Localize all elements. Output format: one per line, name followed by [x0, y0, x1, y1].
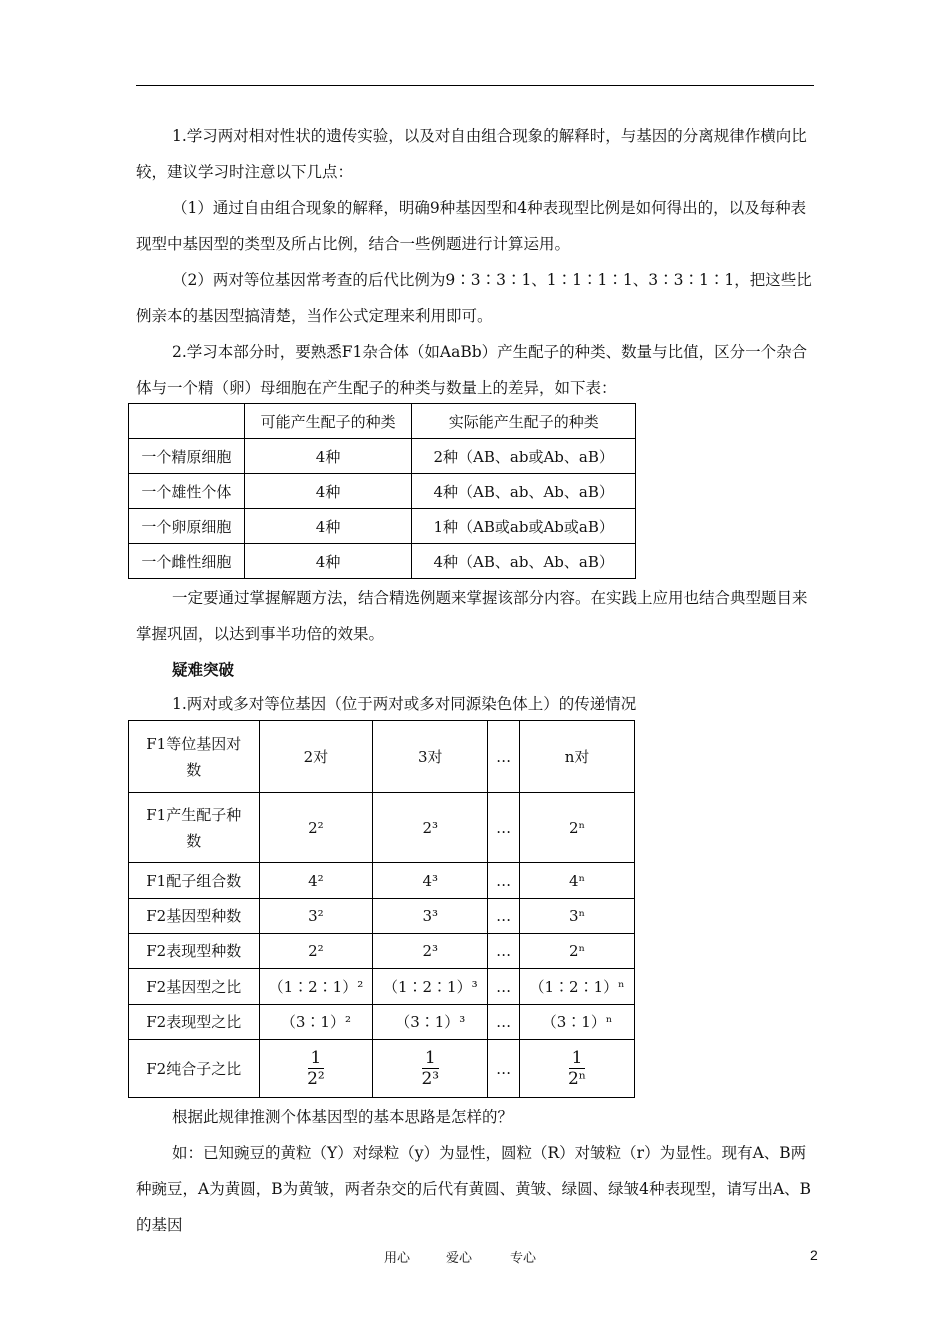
footer-word: 专心 — [510, 1251, 537, 1266]
table-row-label: F1配子组合数 — [129, 863, 260, 899]
footer-word: 用心 — [384, 1251, 411, 1266]
table-header-cell: 2对 — [259, 721, 373, 793]
footer-word: 爱心 — [446, 1251, 473, 1266]
fraction: $\frac{1}{\text{2ⁿ}}$ — [567, 1048, 587, 1089]
table-cell: 一个卵原细胞 — [129, 509, 245, 544]
page-number: 2 — [810, 1247, 818, 1263]
paragraph-5: 一定要通过掌握解题方法，结合精选例题来掌握该部分内容。在实践上应用也结合典型题目来掌握巩固，以达到事半功倍的效果。 — [136, 589, 808, 643]
table-row — [129, 969, 635, 1005]
table-cell: （1∶2∶1）ⁿ — [520, 969, 635, 1005]
table-row-label: F2纯合子之比 — [129, 1040, 260, 1098]
table-row-label: F2表现型种数 — [129, 934, 260, 969]
section-heading: 疑难突破 — [172, 660, 235, 679]
table-header-cell: … — [488, 721, 520, 793]
table-cell: （1∶2∶1）² — [259, 969, 373, 1005]
table-cell: 2² — [259, 793, 373, 863]
table-row-label: F1产生配子种数 — [129, 793, 260, 863]
table-cell: … — [488, 1005, 520, 1040]
table-cell: 2ⁿ — [520, 934, 635, 969]
table-header-cell: F1等位基因对数 — [129, 721, 260, 793]
table-row — [129, 899, 635, 934]
paragraph-2: （1）通过自由组合现象的解释，明确9种基因型和4种表现型比例是如何得出的，以及每种表现型中基因型的类型及所占比例，结合一些例题进行计算运用。 — [136, 199, 807, 253]
fraction-cell — [259, 1040, 373, 1098]
table-header-row — [129, 721, 635, 793]
table-row-label: F2表现型之比 — [129, 1005, 260, 1040]
table-cell: … — [488, 1040, 520, 1098]
table-cell: … — [488, 934, 520, 969]
table-header-cell: 实际能产生配子的种类 — [412, 404, 636, 439]
table-cell: 3² — [259, 899, 373, 934]
table-cell: 4种 — [244, 544, 412, 579]
table-header-row — [129, 404, 636, 439]
fraction-cell — [373, 1040, 488, 1098]
table-cell: 3ⁿ — [520, 899, 635, 934]
paragraph-4: 2.学习本部分时，要熟悉F1杂合体（如AaBb）产生配子的种类、数量与比值，区分一个杂合体与一个精（卵）母细胞在产生配子的种类与数量上的差异，如下表： — [136, 343, 808, 397]
table-cell: （3∶1）ⁿ — [520, 1005, 635, 1040]
table-header-cell: 3对 — [373, 721, 488, 793]
table-row — [129, 509, 636, 544]
table-row — [129, 863, 635, 899]
fraction: $\frac{1}{\text{2²}}$ — [307, 1048, 325, 1089]
table-header-cell: 可能产生配子的种类 — [244, 404, 412, 439]
table-cell: … — [488, 863, 520, 899]
table-cell: （3∶1）³ — [373, 1005, 488, 1040]
fraction-cell — [520, 1040, 635, 1098]
table-row — [129, 793, 635, 863]
table-cell: 一个雌性细胞 — [129, 544, 245, 579]
paragraph-6: 1.两对或多对等位基因（位于两对或多对同源染色体上）的传递情况 — [172, 695, 637, 713]
table-cell: 4ⁿ — [520, 863, 635, 899]
table-cell: 一个精原细胞 — [129, 439, 245, 474]
table-header-cell: n对 — [520, 721, 635, 793]
table-cell: （1∶2∶1）³ — [373, 969, 488, 1005]
paragraph-7: 根据此规律推测个体基因型的基本思路是怎样的？ — [172, 1108, 514, 1126]
table-cell: 4种 — [244, 439, 412, 474]
table-cell: 4种（AB、ab、Ab、aB） — [412, 474, 636, 509]
table-cell: 1种（AB或ab或Ab或aB） — [412, 509, 636, 544]
table-row — [129, 1005, 635, 1040]
table-row — [129, 544, 636, 579]
table-cell: 2种（AB、ab或Ab、aB） — [412, 439, 636, 474]
table-row — [129, 474, 636, 509]
table-row — [129, 439, 636, 474]
table-cell: 4² — [259, 863, 373, 899]
fraction: $\frac{1}{\text{2³}}$ — [421, 1048, 440, 1089]
paragraph-3: （2）两对等位基因常考查的后代比例为9∶3∶3∶1、1∶1∶1∶1、3∶3∶1∶1，把这些比例亲本的基因型搞清楚，当作公式定理来利用即可。 — [136, 271, 812, 325]
table-row — [129, 934, 635, 969]
table-row-label: F2基因型种数 — [129, 899, 260, 934]
header-rule — [136, 85, 814, 86]
table-cell: 4种（AB、ab、Ab、aB） — [412, 544, 636, 579]
table-cell: 3³ — [373, 899, 488, 934]
allele-transmission-table — [128, 720, 635, 1098]
table-cell: 2ⁿ — [520, 793, 635, 863]
paragraph-1: 1.学习两对相对性状的遗传实验，以及对自由组合现象的解释时，与基因的分离规律作横向比较，建议学习时注意以下几点： — [136, 127, 807, 181]
table-cell: 2³ — [373, 793, 488, 863]
table-cell: 4³ — [373, 863, 488, 899]
table-header-cell — [129, 404, 245, 439]
table-cell: 4种 — [244, 474, 412, 509]
table-row — [129, 1040, 635, 1098]
table-cell: … — [488, 793, 520, 863]
table-cell: … — [488, 969, 520, 1005]
table-cell: … — [488, 899, 520, 934]
table-cell: 4种 — [244, 509, 412, 544]
table-cell: 2³ — [373, 934, 488, 969]
paragraph-8: 如：已知豌豆的黄粒（Y）对绿粒（y）为显性，圆粒（R）对皱粒（r）为显性。现有A、B两种豌豆，A为黄圆，B为黄皱，两者杂交的后代有黄圆、黄皱、绿圆、绿皱4种表现型，请写出A、B的基因 — [136, 1144, 812, 1234]
table-cell: （3∶1）² — [259, 1005, 373, 1040]
table-row-label: F2基因型之比 — [129, 969, 260, 1005]
gamete-type-table — [128, 403, 636, 579]
table-cell: 2² — [259, 934, 373, 969]
table-cell: 一个雄性个体 — [129, 474, 245, 509]
